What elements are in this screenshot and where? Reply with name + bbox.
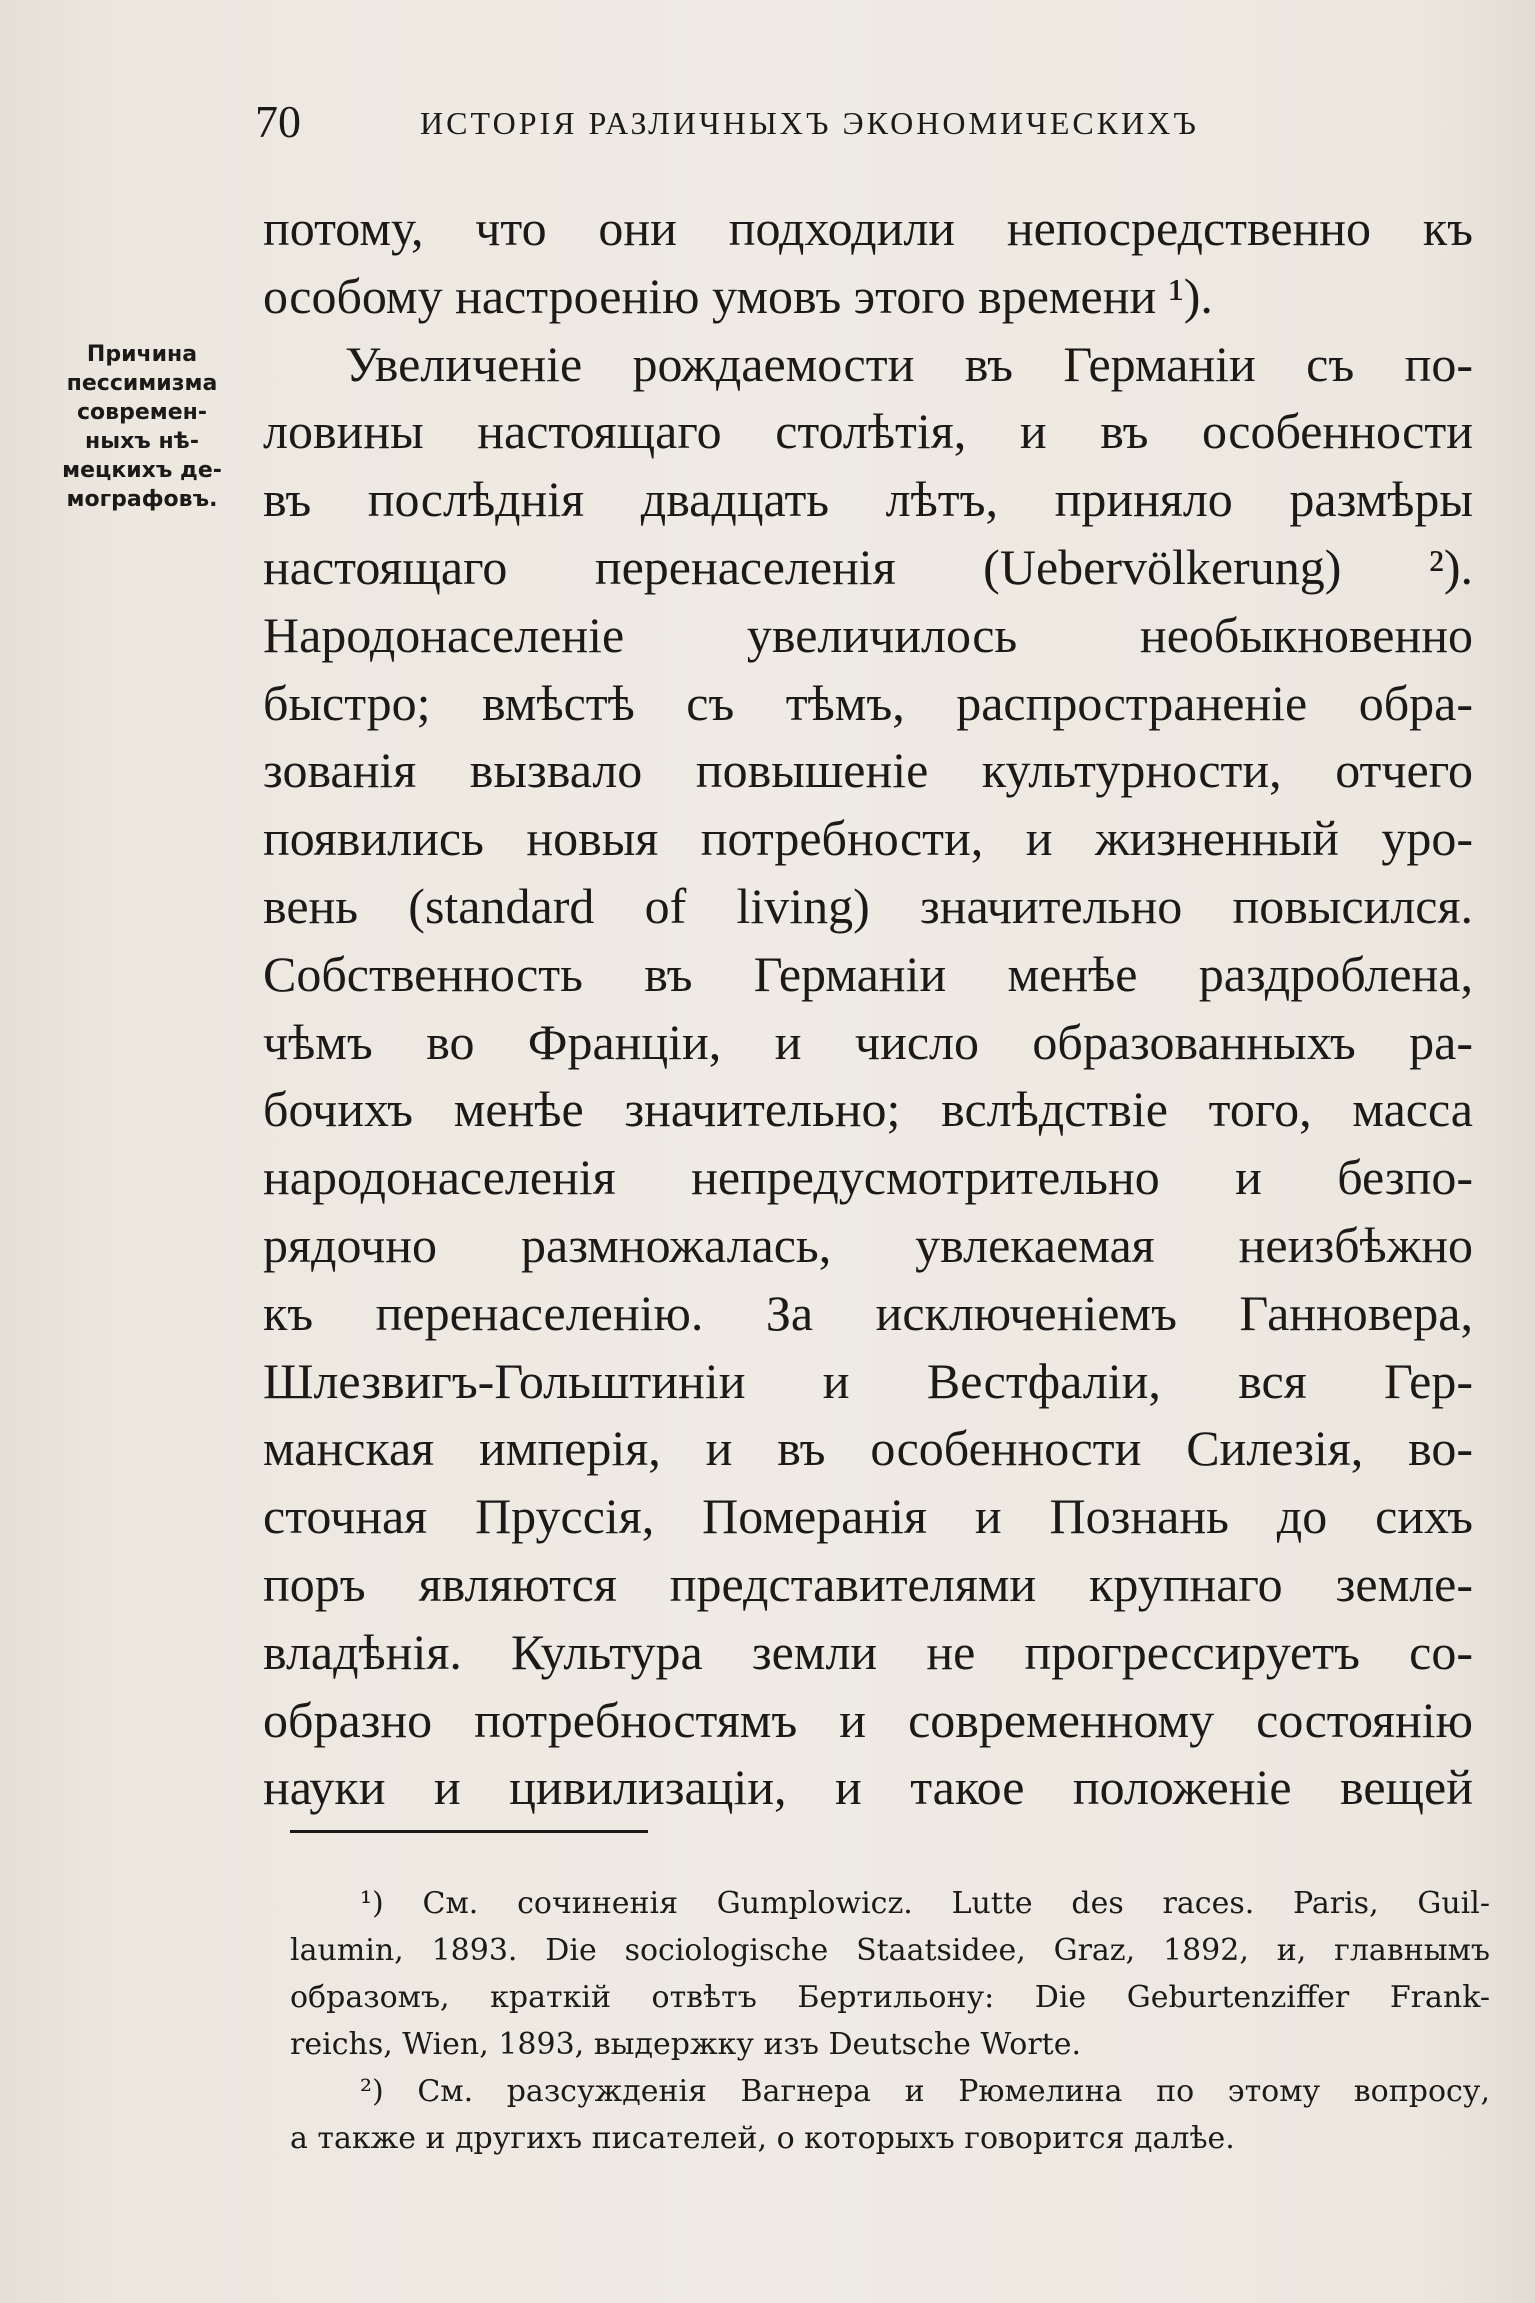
text-line: Народонаселеніе увеличилось необыкновенно — [263, 606, 1473, 663]
text-line: въ послѣднія двадцать лѣтъ, приняло размѣры — [263, 471, 1473, 528]
text-line: особому настроенію умовъ этого времени ¹). — [263, 267, 1213, 324]
margin-note-line: современ- — [77, 400, 207, 425]
text-line: Увеличеніе рождаемости въ Германіи съ по- — [345, 335, 1473, 392]
text-line: Шлезвигъ-Гольштиніи и Вестфаліи, вся Гер- — [263, 1352, 1473, 1409]
text-line: образно потребностямъ и современному состоянію — [263, 1691, 1473, 1748]
text-line: Собственность въ Германіи менѣе раздроблена, — [263, 945, 1473, 1002]
text-line: къ перенаселенію. За исключеніемъ Ганновера, — [263, 1284, 1473, 1341]
footnote-divider — [290, 1830, 648, 1833]
footnote-line: образомъ, краткій отвѣтъ Бертильону: Die Geburtenziffer Frank- — [290, 1980, 1490, 2015]
text-line: народонаселенія непредусмотрительно и безпо- — [263, 1149, 1473, 1206]
text-line: чѣмъ во Франціи, и число образованныхъ ра- — [263, 1013, 1473, 1070]
margin-note-line: пессимизма — [66, 371, 218, 396]
footnote-line: а также и другихъ писателей, о которыхъ говорится далѣе. — [290, 2121, 1235, 2156]
text-line: поръ являются представителями крупнаго земле- — [263, 1555, 1473, 1612]
footnote-line: ¹) См. сочиненія Gumplowicz. Lutte des races. Paris, Guil- — [360, 1886, 1490, 1921]
text-line: манская имперія, и въ особенности Силезія, во- — [263, 1420, 1473, 1477]
page-header — [255, 92, 1305, 152]
margin-note-line: Причина — [86, 342, 198, 367]
text-line: владѣнія. Культура земли не прогрессируетъ со- — [263, 1623, 1473, 1680]
margin-note — [42, 340, 242, 514]
margin-note-line: ныхъ нѣ- — [85, 429, 199, 454]
text-line: науки и цивилизаціи, и такое положеніе вещей — [263, 1759, 1473, 1816]
page-number: 70 — [255, 96, 301, 147]
text-line: зованія вызвало повышеніе культурности, отчего — [263, 742, 1473, 799]
text-line: появились новыя потребности, и жизненный уро- — [263, 810, 1473, 867]
text-line: бочихъ менѣе значительно; вслѣдствіе того, масса — [263, 1081, 1473, 1138]
text-line: сточная Пруссія, Померанія и Познань до сихъ — [263, 1488, 1473, 1545]
footnotes — [290, 1880, 1490, 2162]
running-title: ИСТОРІЯ РАЗЛИЧНЫХЪ ЭКОНОМИЧЕСКИХЪ — [420, 105, 1199, 141]
margin-note-line: мографовъ. — [66, 487, 218, 512]
text-line: вень (standard of living) значительно повысился. — [263, 877, 1473, 934]
text-line: настоящаго перенаселенія (Uebervölkerung) ²). — [263, 538, 1473, 595]
footnote-line: ²) См. разсужденія Вагнера и Рюмелина по этому вопросу, — [360, 2074, 1490, 2109]
text-line: потому, что они подходили непосредственно къ — [263, 200, 1473, 256]
footnote-line: reichs, Wien, 1893, выдержку изъ Deutsche Worte. — [290, 2027, 1082, 2062]
main-text — [263, 195, 1473, 1822]
text-line: быстро; вмѣстѣ съ тѣмъ, распространеніе обра- — [263, 674, 1473, 731]
footnote-line: laumin, 1893. Die sociologische Staatsidee, Graz, 1892, и, главнымъ — [290, 1933, 1490, 1968]
margin-note-line: мецкихъ де- — [62, 458, 222, 483]
text-line: ловины настоящаго столѣтія, и въ особенности — [263, 403, 1473, 460]
text-line: рядочно размножалась, увлекаемая неизбѣжно — [263, 1216, 1473, 1273]
